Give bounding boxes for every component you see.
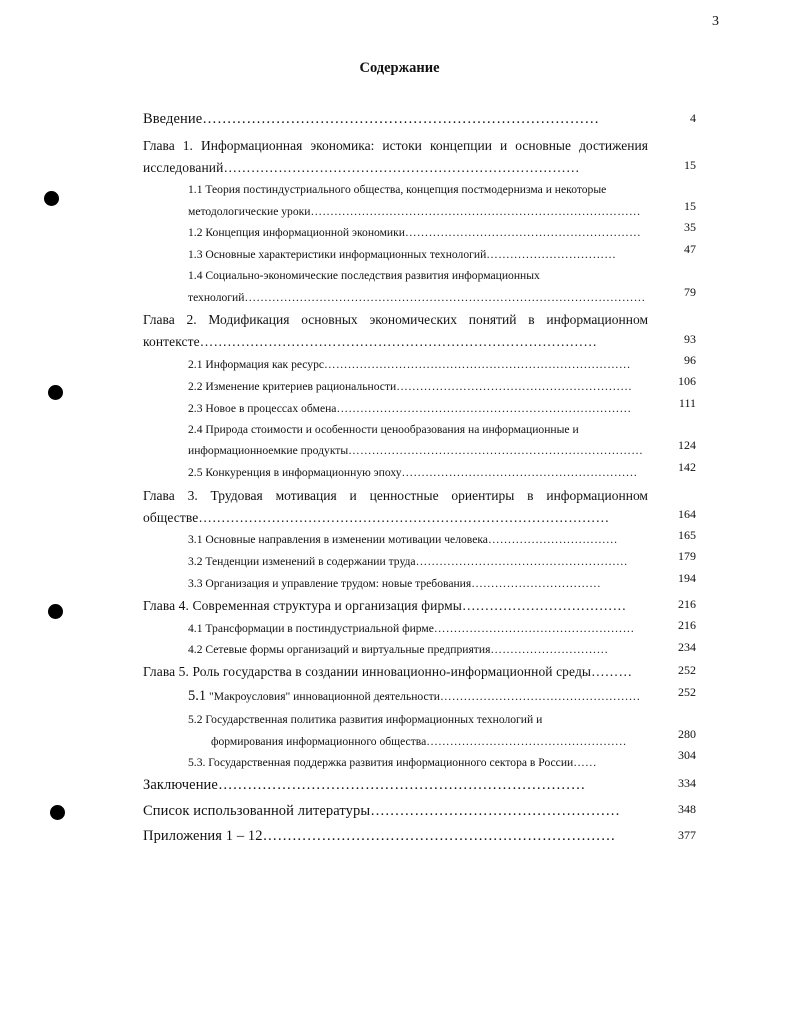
toc-entry-2-2[interactable] [188,380,632,393]
toc-page-number: 252 [678,685,696,699]
toc-entry-2-1[interactable] [188,358,631,371]
toc-word: мотивация [275,488,337,503]
toc-leader-dots: …………………………………………………… [401,466,638,479]
toc-entry-1-4[interactable] [188,269,540,282]
toc-leader-dots: ……………………………………………………………………………… [198,510,610,525]
toc-page-number: 216 [678,597,696,611]
toc-leader-dots: …………………………………………… [370,803,621,819]
toc-entry-text: Приложения 1 – 12 [143,828,263,844]
toc-entry-5-1[interactable] [188,688,640,705]
toc-entry-4-2[interactable] [188,643,608,656]
toc-leader-dots: …………………………… [471,577,601,590]
toc-leader-dots: ……… [591,664,633,679]
toc-entry-text: Глава 5. Роль государства в создании инновационно-информационной среды [143,664,592,679]
toc-entry-text: 4.2 Сетевые формы организаций и виртуальные предприятия [188,643,491,656]
toc-entry-number: 5.1 [188,688,207,704]
toc-entry-3-1[interactable] [188,533,618,546]
toc-entry-text: технологий [188,291,245,304]
binding-hole-mark [44,191,59,206]
toc-page-number: 4 [690,111,696,125]
toc-entry-text: обществе [143,510,199,525]
toc-page-number: 111 [678,396,696,410]
toc-leader-dots: ………………………………………………………………… [217,777,586,793]
toc-entry-text: 3.1 Основные направления в изменении мотивации человека [188,533,488,546]
toc-page-number: 93 [684,332,696,346]
toc-leader-dots: …… [573,756,597,769]
toc-entry-3-2[interactable] [188,555,628,568]
toc-word: Глава [143,312,175,327]
toc-leader-dots: …………………………… [486,248,617,261]
toc-entry-1-4-cont[interactable] [188,291,645,304]
toc-word: Информационная [200,138,303,153]
toc-word: экономических [369,312,457,327]
toc-page-number: 15 [684,199,696,213]
toc-page-number: 15 [684,158,696,172]
toc-entry-chapter-2-cont[interactable] [143,334,597,350]
toc-page-number: 194 [678,571,696,585]
toc-word: информационном [546,488,648,503]
toc-entry-1-1[interactable] [188,183,606,196]
toc-entry-text: 1.4 Социально-экономические последствия развития информационных [188,269,540,282]
toc-entry-text: 2.5 Конкуренция в информационную эпоху [188,466,402,479]
toc-entry-chapter-3-cont[interactable] [143,510,609,526]
toc-word: достижения [579,138,648,153]
toc-entry-chapter-4[interactable] [143,598,626,614]
toc-word: ценностные [369,488,439,503]
toc-page-number: 47 [684,242,696,256]
toc-entry-text: 3.3 Организация и управление трудом: новые требования [188,577,472,590]
toc-entry-text: 2.1 Информация как ресурс [188,358,325,371]
toc-word: Модификация [208,312,290,327]
toc-page-number: 179 [678,549,696,563]
toc-entry-chapter-1[interactable] [143,138,648,154]
toc-leader-dots: …………………………………………………………………… [223,160,580,175]
toc-entry-text: 3.2 Тенденции изменений в содержании труда [188,555,416,568]
toc-word: основных [301,312,358,327]
page-number: 3 [712,14,719,29]
toc-leader-dots: …………………………… [487,533,618,546]
toc-page-number: 304 [678,748,696,762]
toc-word: 1. [182,138,193,153]
toc-entry-5-3[interactable] [188,756,597,769]
toc-leader-dots: ………………………………………………………………… [348,444,643,457]
toc-page-number: 334 [678,776,696,790]
toc-page-number: 348 [678,802,696,816]
toc-entry-text: 2.4 Природа стоимости и особенности ценообразования на информационные и [188,423,579,436]
toc-entry-3-3[interactable] [188,577,601,590]
toc-word: информационном [546,312,648,327]
toc-word: понятий [468,312,517,327]
toc-entry-5-2-cont[interactable] [211,735,627,748]
toc-entry-5-2[interactable] [188,713,542,726]
toc-entry-text: исследований [143,160,224,175]
toc-entry-text: информационноемкие продукты [188,444,349,457]
toc-entry-text: 5.3. Государственная поддержка развития информационного сектора в России [188,756,574,769]
toc-leader-dots: ……………………………………………… [415,555,628,568]
toc-entry-references[interactable] [143,803,620,820]
toc-page-number: 106 [678,374,696,388]
toc-entry-text: 4.1 Трансформации в постиндустриальной фирме [188,622,434,635]
toc-leader-dots: …………………………………………………… [396,380,633,393]
toc-leader-dots: ……………………………… [461,598,627,613]
toc-page-number: 35 [684,220,696,234]
toc-page-number: 164 [678,507,696,521]
page-title: Содержание [359,60,440,76]
toc-leader-dots: ……………………………………………………………… [262,828,616,844]
toc-entry-text: 1.1 Теория постиндустриального общества, концепция постмодернизма и некоторые [188,183,607,196]
toc-entry-1-2[interactable] [188,226,641,239]
toc-page-number: 280 [678,727,696,741]
toc-word: 3. [187,488,198,503]
toc-word: в [527,488,534,503]
toc-entry-1-1-cont[interactable] [188,205,641,218]
toc-entry-text: контексте [143,334,200,349]
toc-entry-text: формирования информационного общества [211,735,427,748]
toc-entry-text: Заключение [143,777,218,793]
toc-page-number: 124 [678,438,696,452]
toc-word: ориентиры [451,488,515,503]
toc-entry-chapter-1-cont[interactable] [143,160,580,176]
toc-entry-conclusion[interactable] [143,777,585,794]
toc-page-number: 79 [684,285,696,299]
toc-word: 2. [186,312,197,327]
toc-entry-appendix[interactable] [143,828,615,845]
binding-hole-mark [48,604,63,619]
toc-entry-2-3[interactable] [188,402,631,415]
toc-page-number: 252 [678,663,696,677]
toc-entry-intro[interactable] [143,111,599,128]
toc-page-number: 234 [678,640,696,654]
toc-entry-2-5[interactable] [188,466,637,479]
toc-entry-text: 1.2 Концепция информационной экономики [188,226,405,239]
toc-page-number: 142 [678,460,696,474]
toc-word: Глава [143,138,175,153]
toc-leader-dots: …………………………………………………………………… [324,358,631,371]
toc-word: Глава [143,488,175,503]
toc-entry-text: 5.2 Государственная политика развития информационных технологий и [188,713,543,726]
toc-entry-text: 1.3 Основные характеристики информационных технологий [188,248,487,261]
toc-leader-dots: ……………………………………………………………………… [202,111,600,127]
toc-word: истоки [382,138,422,153]
toc-page-number: 216 [678,618,696,632]
binding-hole-mark [48,385,63,400]
binding-hole-mark [50,805,65,820]
toc-page-number: 165 [678,528,696,542]
toc-entry-chapter-2[interactable] [143,312,648,328]
toc-entry-text: Глава 4. Современная структура и организация фирмы [143,598,462,613]
toc-entry-1-3[interactable] [188,248,616,261]
toc-word: и [499,138,508,153]
toc-entry-chapter-5[interactable] [143,664,632,680]
toc-entry-text: 2.3 Новое в процессах обмена [188,402,337,415]
toc-word: основные [515,138,571,153]
toc-entry-2-4[interactable] [188,423,579,436]
toc-page-number: 96 [684,353,696,367]
toc-word: и [349,488,357,503]
toc-word: в [528,312,535,327]
toc-entry-chapter-3[interactable] [143,488,648,504]
toc-word: экономика: [310,138,375,153]
toc-page-number: 377 [678,828,696,842]
toc-word: Трудовая [210,488,263,503]
toc-entry-text: методологические уроки [188,205,311,218]
toc-entry-text: 2.2 Изменение критериев рациональности [188,380,397,393]
toc-leader-dots: …………………………………………… [439,690,641,703]
toc-leader-dots: ………………………………………………………………… [336,402,632,415]
toc-leader-dots: …………………………………………… [433,622,635,635]
toc-entry-text: "Макроусловия" инновационной деятельности [209,690,440,703]
toc-leader-dots: ………………………………………………………………………… [310,205,641,218]
toc-leader-dots: …………………………………………………………………………… [199,334,598,349]
toc-entry-text: Введение [143,111,203,127]
toc-leader-dots: ………………………………………………………………………………………… [244,291,646,304]
toc-leader-dots: …………………………………………… [426,735,627,748]
toc-entry-4-1[interactable] [188,622,634,635]
toc-word: концепции [429,138,492,153]
toc-entry-text: Список использованной литературы [143,803,371,819]
toc-leader-dots: ………………………… [490,643,609,656]
toc-leader-dots: …………………………………………………… [404,226,641,239]
toc-entry-2-4-cont[interactable] [188,444,643,457]
